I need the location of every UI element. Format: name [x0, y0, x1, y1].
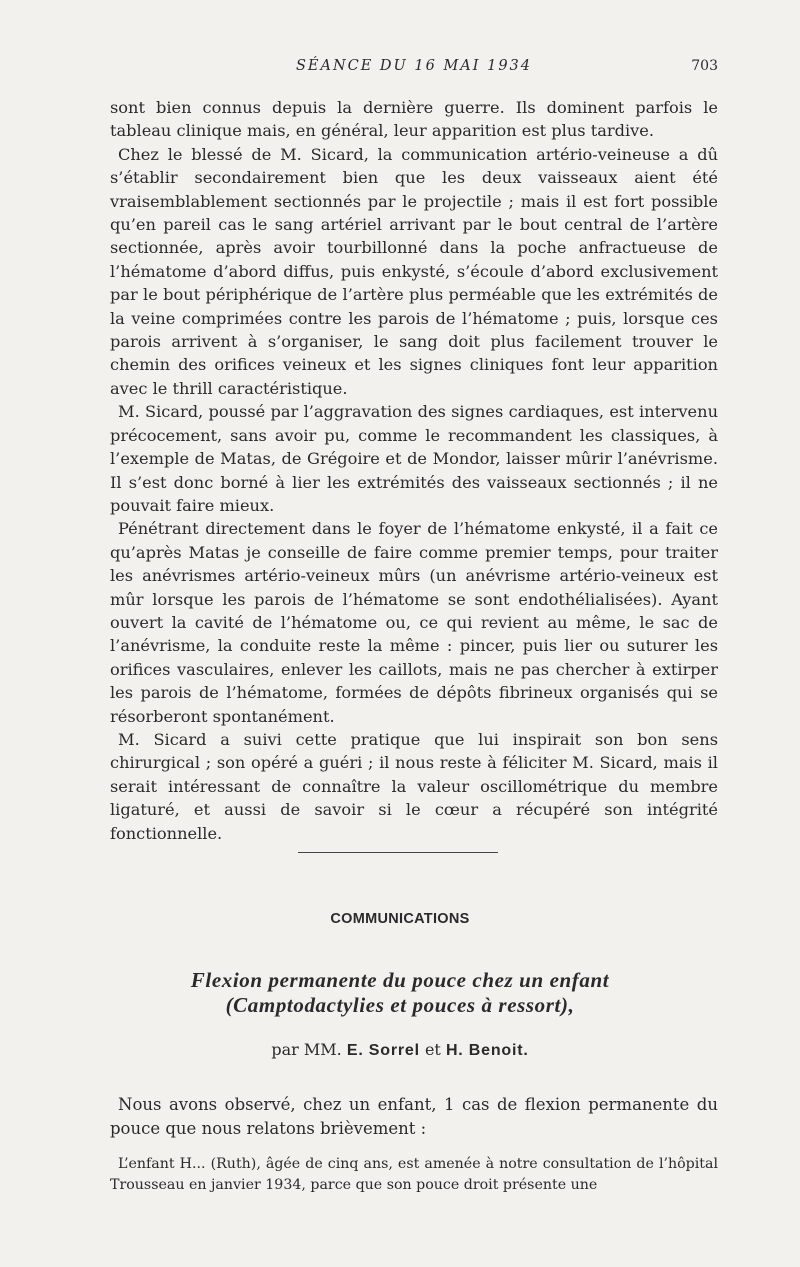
paragraph-5: M. Sicard a suivi cette pratique que lui inspirait son bon sens chirurgical ; son opéré a guéri ; il nous reste à féliciter M. Sicard, mais il serait intéressant de connaître la valeur oscillométrique du membre ligaturé, et aussi de savoir si le cœur a récupéré son intégrité fonctionnelle. [110, 729, 718, 843]
author-2: H. Benoit. [445, 1042, 529, 1059]
article-title [0, 968, 800, 1018]
body-text [110, 96, 718, 845]
page-header [110, 58, 718, 80]
article-intro: Nous avons observé, chez un enfant, 1 cas de flexion permanente du pouce que nous relatons brièvement : [110, 1095, 718, 1138]
authors-join: et [424, 1040, 441, 1059]
article-authors [0, 1040, 800, 1060]
paragraph-1: sont bien connus depuis la dernière guerre. Ils dominent parfois le tableau clinique mais, en général, leur apparition est plus tardive. [110, 98, 718, 141]
section-title: COMMUNICATIONS [330, 911, 470, 927]
running-title: SÉANCE DU 16 MAI 1934 [295, 58, 533, 74]
paragraph-2: Chez le blessé de M. Sicard, la communication artério-veineuse a dû s’établir secondairement bien que les deux vaisseaux aient été vraisemblablement sectionnés par le projectile ; mais il est fort possible qu’en pareil cas le sang artériel arrivant par le bout central de l’artère sectionnée, après avoir tourbillonné dans la poche anfractueuse de l’hématome d’abord diffus, puis enkysté, s’écoule d’abord exclusivement par le bout périphérique de l’artère plus perméable que les extrémités de la veine comprimées contre les parois de l’hématome ; puis, lorsque ces parois arrivent à s’organiser, le sang doit plus facilement trouver le chemin des orifices veineux et les signes cliniques font leur apparition avec le thrill caractéristique. [110, 144, 718, 398]
authors-prefix: par MM. [271, 1040, 342, 1059]
paragraph-3: M. Sicard, poussé par l’aggravation des signes cardiaques, est intervenu précocement, sans avoir pu, comme le recommandent les classiques, à l’exemple de Matas, de Grégoire et de Mondor, laisser mûrir l’anévrisme. Il s’est donc borné à lier les extrémités des vaisseaux sectionnés ; il ne pouvait faire mieux. [110, 402, 718, 515]
article-title-line-2: (Camptodactylies et pouces à ressort), [225, 993, 575, 1017]
page-number: 703 [691, 58, 718, 74]
section-divider [298, 852, 498, 853]
paragraph-4: Pénétrant directement dans le foyer de l’hématome enkysté, il a fait ce qu’après Matas je conseille de faire comme premier temps, pour traiter les anévrismes artério-veineux mûrs (un anévrisme artério-veineux est mûr lorsque les parois de l’hématome se sont endothélialisées). Ayant ouvert la cavité de l’hématome ou, ce qui revient au même, le sac de l’anévrisme, la conduite reste la même : pincer, puis lier ou suturer les orifices vasculaires, enlever les caillots, mais ne pas chercher à extirper les parois de l’hématome, formées de dépôts fibrineux organisés qui se résorberont spontanément. [110, 519, 718, 726]
author-1: E. Sorrel [346, 1042, 420, 1059]
case-report-text: L’enfant H... (Ruth), âgée de cinq ans, est amenée à notre consultation de l’hôpital Trousseau en janvier 1934, parce que son pouce droit présente une [110, 1156, 718, 1193]
article-title-line-1: Flexion permanente du pouce chez un enfant [190, 968, 610, 992]
